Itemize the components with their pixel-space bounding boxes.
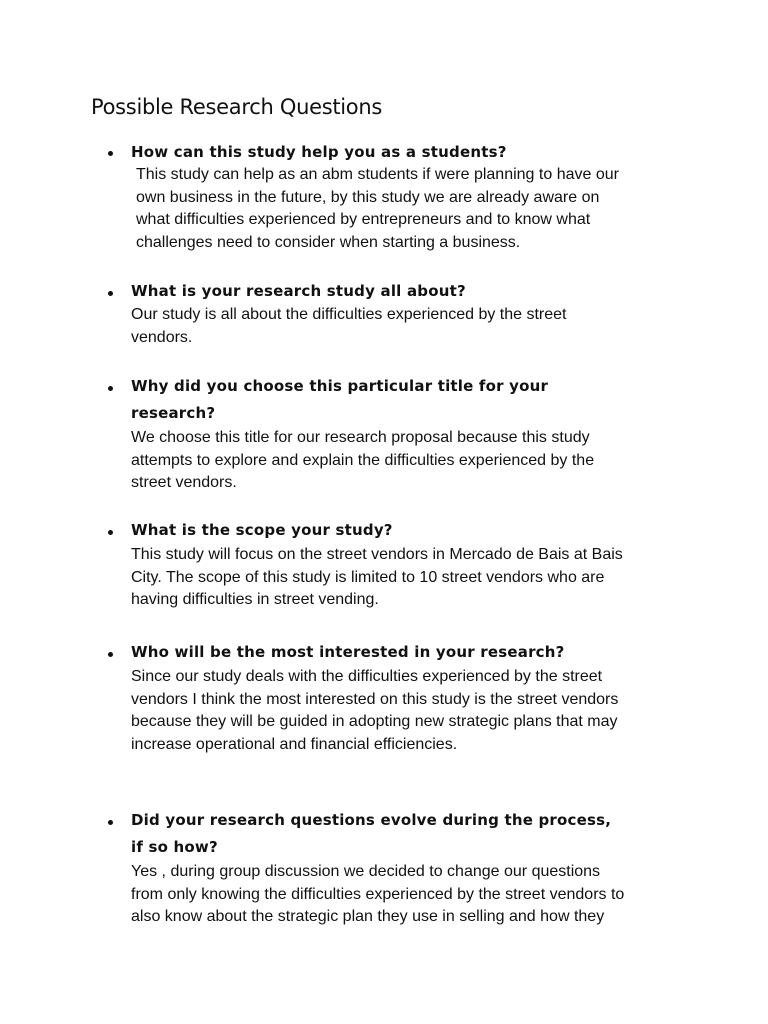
question-text xyxy=(131,373,548,427)
answer-line: City. The scope of this study is limited to 10 street vendors who are xyxy=(131,568,605,586)
answer-line: We choose this title for our research proposal because this study xyxy=(131,429,590,446)
question-line: Why did you choose this particular title for your xyxy=(131,377,549,395)
bullet-icon xyxy=(108,820,113,825)
question-text xyxy=(131,639,565,666)
answer-text xyxy=(136,164,619,254)
answer-line: attempts to explore and explain the difficulties experienced by the xyxy=(131,451,595,469)
answer-line: vendors I think the most interested on this study is the street vendors xyxy=(131,690,619,708)
page-title: Possible Research Questions xyxy=(91,95,383,119)
answer-line: Our study is all about the difficulties experienced by the street xyxy=(131,306,567,323)
question-line: How can this study help you as a students? xyxy=(131,143,507,161)
question-line: Who will be the most interested in your research? xyxy=(131,643,565,661)
bullet-icon xyxy=(108,652,113,657)
question-text xyxy=(131,517,393,544)
bullet-icon xyxy=(108,291,113,296)
answer-text xyxy=(131,304,567,349)
bullet-icon xyxy=(108,386,113,391)
answer-line: Yes , during group discussion we decided to change our questions xyxy=(131,863,601,880)
answer-line: own business in the future, by this study we are already aware on xyxy=(136,188,600,206)
answer-line: challenges need to consider when starting a business. xyxy=(136,233,521,251)
answer-line: This study can help as an abm students if were planning to have our xyxy=(136,166,619,183)
bullet-icon xyxy=(108,530,113,535)
question-text xyxy=(131,278,466,305)
answer-line: vendors. xyxy=(131,328,193,346)
answer-line: having difficulties in street vending. xyxy=(131,591,379,608)
question-line: research? xyxy=(131,404,216,422)
answer-line: Since our study deals with the difficulties experienced by the street xyxy=(131,668,603,685)
answer-line: from only knowing the difficulties experienced by the street vendors to xyxy=(131,885,625,903)
question-line: What is your research study all about? xyxy=(131,282,466,300)
answer-text xyxy=(131,861,624,929)
bullet-icon xyxy=(108,151,113,156)
question-text xyxy=(131,807,611,861)
answer-line: This study will focus on the street vendors in Mercado de Bais at Bais xyxy=(131,546,623,563)
answer-line: because they will be guided in adopting new strategic plans that may xyxy=(131,713,618,730)
answer-text xyxy=(131,544,623,612)
question-line: Did your research questions evolve during the process, xyxy=(131,811,612,829)
question-line: What is the scope your study? xyxy=(131,521,393,539)
answer-text xyxy=(131,427,594,495)
answer-line: also know about the strategic plan they use in selling and how they xyxy=(131,908,605,925)
answer-line: what difficulties experienced by entrepreneurs and to know what xyxy=(136,211,591,228)
answer-text xyxy=(131,666,618,756)
question-text xyxy=(131,139,507,166)
answer-line: increase operational and financial efficiencies. xyxy=(131,735,458,753)
answer-line: street vendors. xyxy=(131,474,237,491)
question-line: if so how? xyxy=(131,838,218,856)
